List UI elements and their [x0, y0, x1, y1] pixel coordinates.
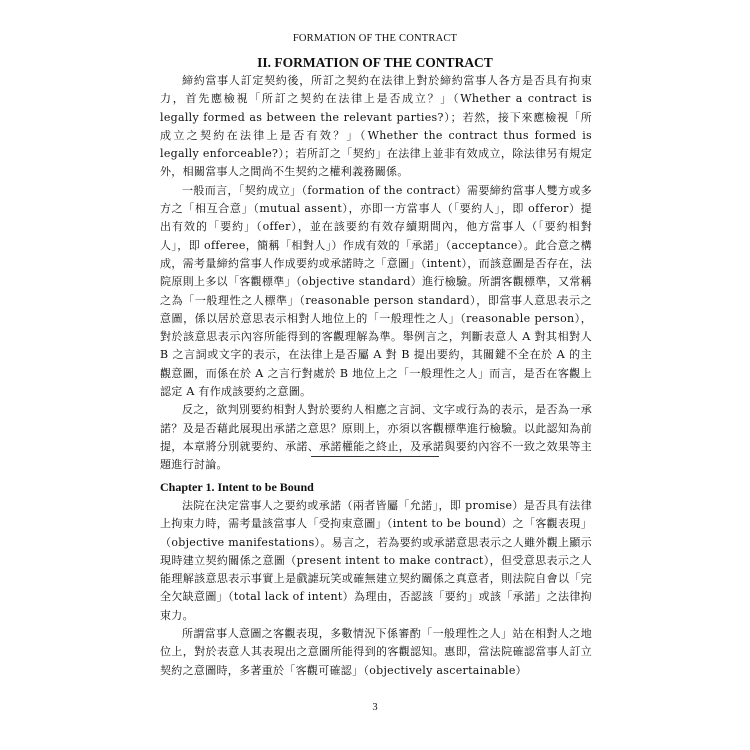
- paragraph: 締約當事人訂定契約後，所訂之契約在法律上對於締約當事人各方是否具有拘束力，首先應檢視「所訂之契約在法律上是否成立？」（Whether a contract is legally formed as between the relevant parties?）；若然，接下來應檢視「所成立之契約在法律上是否有效？」（Whether the contract thus formed is legally enforceable?）；若所訂之「契約」在法律上並非有效成立，除法律另有規定外，相關當事人之間尚不生契約之權利義務關係。: [160, 74, 592, 179]
- paragraph: 所謂當事人意圖之客觀表現，多數情況下係審酌「一般理性之人」站在相對人之地位上，對於表意人其表現出之意圖所能得到的客觀認知。惠即，當法院確認當事人訂立契約之意圖時，多著重於「客觀可確認」（objectively ascertainable）: [160, 627, 592, 677]
- chapter-title: Chapter 1. Intent to be Bound: [160, 480, 314, 494]
- section-divider: [311, 456, 439, 457]
- paragraph: 反之，欲判別要約相對人對於要約人相應之言詞、文字或行為的表示，是否為一承諾？及是否藉此展現出承諾之意思？原則上，亦須以客觀標準進行檢驗。以此認知為前提，本章將分別就要約、承諾、承諾權能之終止，及承諾與要約內容不一致之效果等主題進行討論。: [160, 403, 592, 472]
- section-title: II. FORMATION OF THE CONTRACT: [257, 55, 493, 70]
- intro-body: [160, 72, 592, 475]
- chapter-body: [160, 497, 592, 680]
- page-number: 3: [372, 702, 378, 713]
- running-head: FORMATION OF THE CONTRACT: [292, 33, 458, 44]
- paragraph: 法院在決定當事人之要約或承諾（兩者皆屬「允諾」，即 promise）是否具有法律上拘束力時，需考量該當事人「受拘束意圖」（intent to be bound）之「客觀表現」（objective manifestations）。易言之，若為要約或承諾意思表示之人雖外觀上顯示現時建立契約關係之意圖（present intent to make contract），但受意思表示之人能理解該意思表示事實上是戲謔玩笑或確無建立契約關係之真意者，則法院自會以「完全欠缺意圖」（total lack of intent）為理由，否認該「要約」或該「承諾」之法律拘束力。: [160, 499, 592, 622]
- paragraph: 一般而言，「契約成立」（formation of the contract）需要締約當事人雙方或多方之「相互合意」（mutual assent），亦即一方當事人（「要約人」，即 offeror）提出有效的「要約」（offer），並在該要約有效存續期間內，他方當事人（「要約相對人」，即 offeree，簡稱「相對人」）作成有效的「承諾」（acceptance）。此合意之構成，需考量締約當事人作成要約或承諾時之「意圖」（intent），而該意圖是否存在，法院原則上多以「客觀標準」（objective standard）進行檢驗。所謂客觀標準，又常稱之為「一般理性之人標準」（reasonable person standard），即當事人意思表示之意圖，係以居於意思表示相對人地位上的「一般理性之人」（reasonable person），對於該意思表示內容所能得到的客觀理解為準。舉例言之，判斷表意人 A 對其相對人 B 之言詞或文字的表示，在法律上是否屬 A 對 B 提出要約，其關鍵不全在於 A 的主觀意圖，而係在於 A 之言行對處於 B 地位上之「一般理性之人」而言，是否在客觀上認定 A 有作成該要約之意圖。: [160, 183, 592, 399]
